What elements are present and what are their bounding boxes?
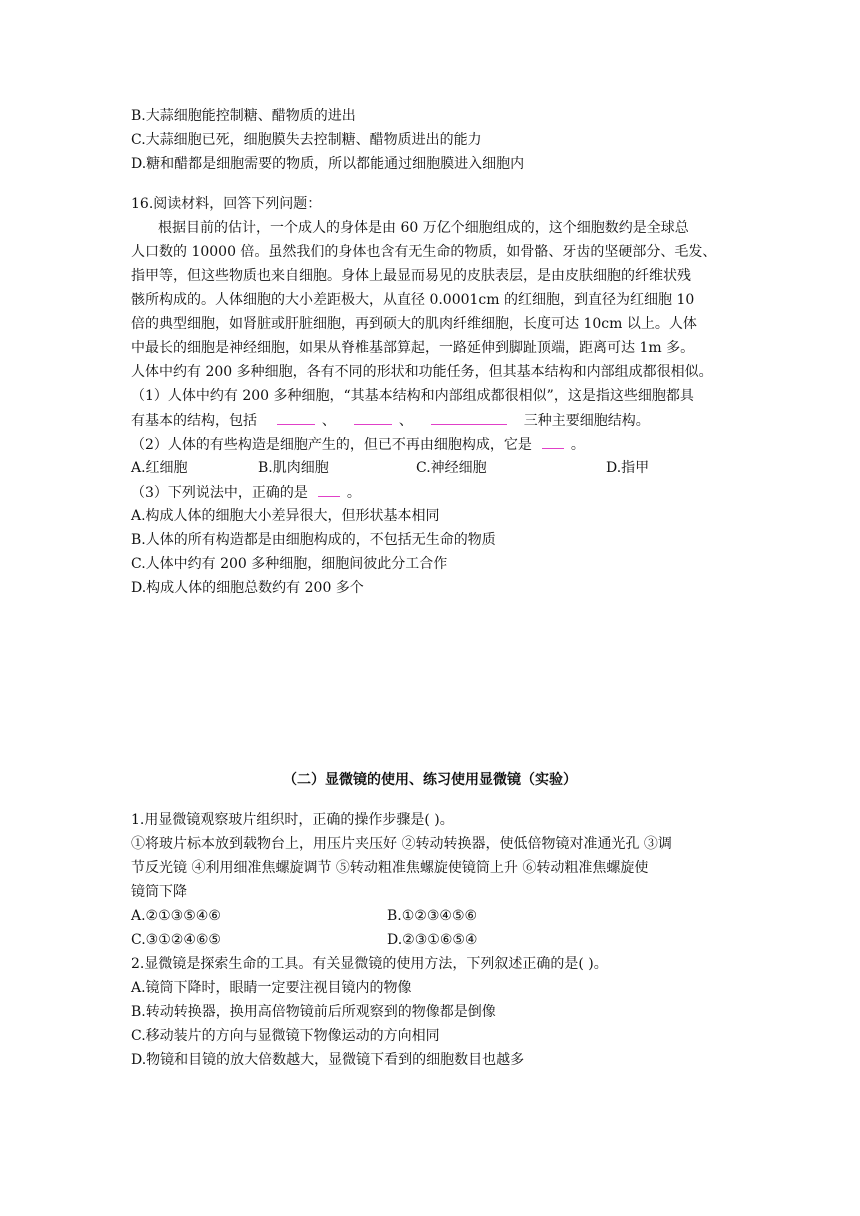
q16-para-line: 中最长的细胞是神经细胞，如果从脊椎基部算起，一路延伸到脚趾顶端，距离可达 1m 多。 <box>131 340 695 356</box>
q16-para-line: 人口数的 10000 倍。虽然我们的身体也含有无生命的物质，如骨骼、牙齿的坚硬部分、毛发、 <box>131 244 717 260</box>
q16-sub3-option-b: B.人体的所有构造都是由细胞构成的，不包括无生命的物质 <box>131 532 496 548</box>
section-heading: （二）显微镜的使用、练习使用显微镜（实验） <box>283 772 577 788</box>
answer-blank[interactable] <box>354 410 392 425</box>
q16-sub2-option-d: D.指甲 <box>606 460 650 476</box>
s2-q1-option-d: D.②③①⑥⑤④ <box>387 932 478 948</box>
s2-q1-option-a: A.②①③⑤④⑥ <box>131 908 221 924</box>
answer-blank[interactable] <box>542 434 564 449</box>
answer-blank[interactable] <box>431 410 507 425</box>
q16-sub1-line1: （1）人体中约有 200 多种细胞，“其基本结构和内部组成都很相似”，这是指这些细胞都具 <box>131 388 694 404</box>
separator: 、 <box>398 413 413 429</box>
q16-sub2-stem <box>131 434 585 454</box>
q16-sub3-option-c: C.人体中约有 200 多种细胞，细胞间彼此分工合作 <box>131 556 448 572</box>
answer-blank[interactable] <box>318 482 340 497</box>
q16-para-line: 人体中约有 200 多种细胞，各有不同的形状和功能任务，但其基本结构和内部组成都很相似。 <box>131 364 713 380</box>
s2-q1-option-c: C.③①②④⑥⑤ <box>131 932 221 948</box>
s2-q2-stem: 2.显微镜是探索生命的工具。有关显微镜的使用方法，下列叙述正确的是( )。 <box>131 956 608 972</box>
q16-sub1-line2 <box>131 410 650 430</box>
q16-sub3-option-d: D.构成人体的细胞总数约有 200 多个 <box>131 580 364 596</box>
s2-q2-option-a: A.镜筒下降时，眼睛一定要注视目镜内的物像 <box>131 980 412 996</box>
s2-q1-stem: 1.用显微镜观察玻片组织时，正确的操作步骤是( )。 <box>131 812 454 828</box>
q16-sub1-prefix: 有基本的结构，包括 <box>131 413 257 429</box>
q16-sub3-stem <box>131 482 361 502</box>
s2-q1-option-b: B.①②③④⑤⑥ <box>387 908 478 924</box>
q16-para-line: 根据目前的估计，一个成人的身体是由 60 万亿个细胞组成的，这个细胞数约是全球总 <box>158 220 689 236</box>
s2-q1-steps-line: 节反光镜 ④利用细准焦螺旋调节 ⑤转动粗准焦螺旋使镜筒上升 ⑥转动粗准焦螺旋使 <box>131 860 649 876</box>
q16-sub2-prefix: （2）人体的有些构造是细胞产生的，但已不再由细胞构成，它是 <box>131 437 532 453</box>
s2-q1-steps-line: ①将玻片标本放到载物台上，用压片夹压好 ②转动转换器，使低倍物镜对准通光孔 ③调 <box>131 836 672 852</box>
q16-sub3-suffix: 。 <box>346 485 361 501</box>
q16-para-line: 指甲等，但这些物质也来自细胞。身体上最显而易见的皮肤表层，是由皮肤细胞的纤维状残 <box>131 268 691 284</box>
q16-sub2-suffix: 。 <box>570 437 585 453</box>
q16-title: 16.阅读材料，回答下列问题： <box>131 196 322 212</box>
q16-para-line: 倍的典型细胞，如肾脏或肝脏细胞，再到硕大的肌肉纤维细胞，长度可达 10cm 以上。人体 <box>131 316 697 332</box>
s2-q2-option-b: B.转动转换器，换用高倍物镜前后所观察到的物像都是倒像 <box>131 1004 496 1020</box>
s2-q1-steps-line: 镜筒下降 <box>131 884 187 900</box>
prev-option-d: D.糖和醋都是细胞需要的物质，所以都能通过细胞膜进入细胞内 <box>131 156 525 172</box>
q16-sub2-option-c: C.神经细胞 <box>416 460 487 476</box>
q16-sub1-suffix: 三种主要细胞结构。 <box>523 413 650 429</box>
q16-sub3-prefix: （3）下列说法中，正确的是 <box>131 485 308 501</box>
q16-sub2-option-a: A.红细胞 <box>131 460 188 476</box>
q16-para-line: 骸所构成的。人体细胞的大小差距极大，从直径 0.0001cm 的红细胞，到直径为红细胞 10 <box>131 292 695 308</box>
q16-sub2-option-b: B.肌肉细胞 <box>258 460 329 476</box>
answer-blank[interactable] <box>277 410 315 425</box>
q16-sub3-option-a: A.构成人体的细胞大小差异很大，但形状基本相同 <box>131 508 440 524</box>
s2-q2-option-c: C.移动装片的方向与显微镜下物像运动的方向相同 <box>131 1028 440 1044</box>
separator: 、 <box>321 413 336 429</box>
prev-option-b: B.大蒜细胞能控制糖、醋物质的进出 <box>131 108 356 124</box>
s2-q2-option-d: D.物镜和目镜的放大倍数越大，显微镜下看到的细胞数目也越多 <box>131 1052 525 1068</box>
prev-option-c: C.大蒜细胞已死，细胞膜失去控制糖、醋物质进出的能力 <box>131 132 482 148</box>
